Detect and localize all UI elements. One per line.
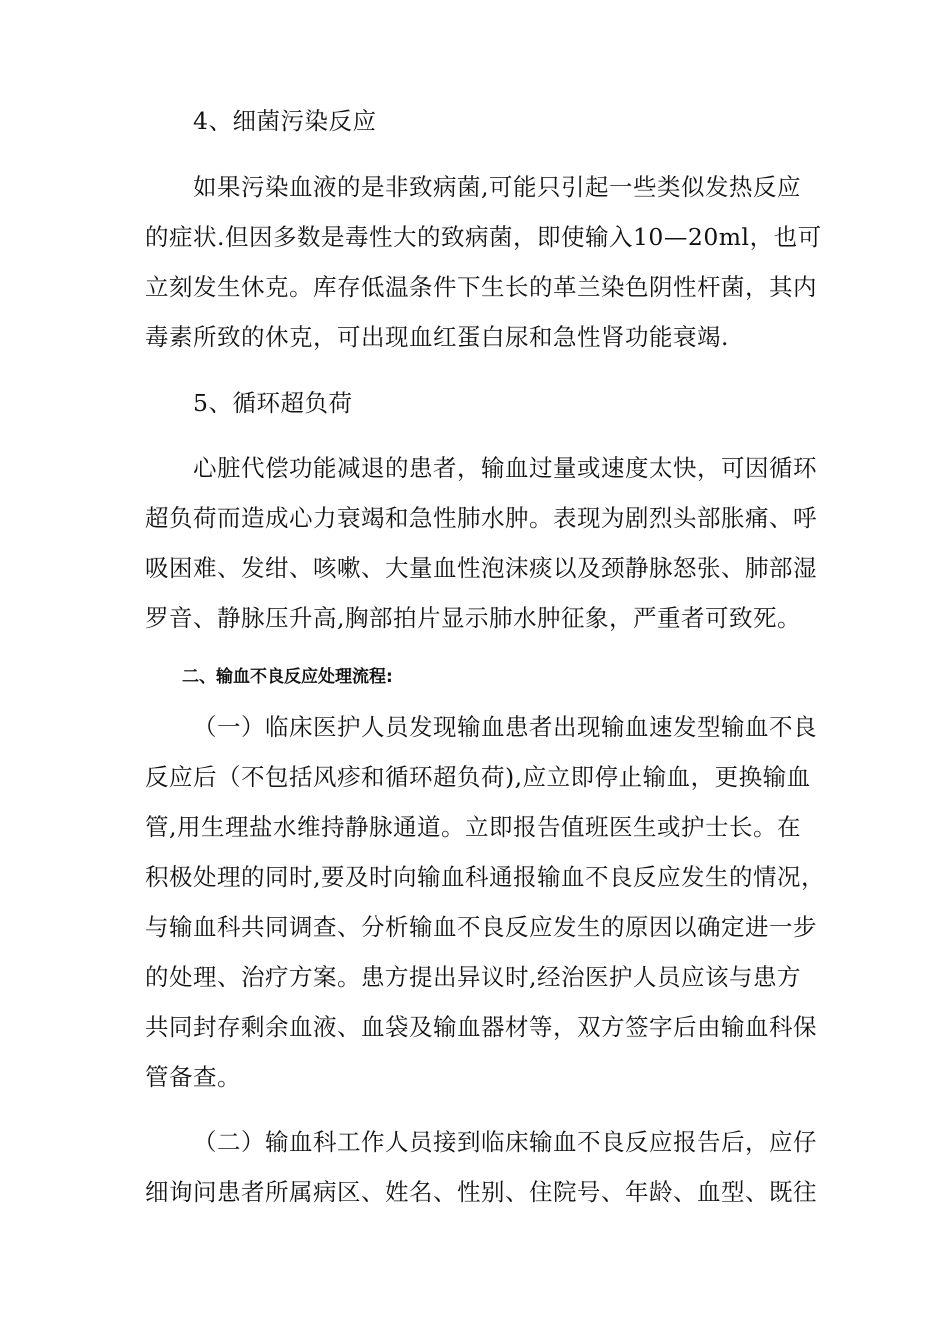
item-2-paragraph-line: 细询问患者所属病区、姓名、性别、住院号、年龄、血型、既往 <box>145 1178 817 1206</box>
item-1-paragraph-line: 积极处理的同时,要及时向输血科通报输血不良反应发生的情况， <box>145 863 825 891</box>
item-1-paragraph-line: 与输血科共同调查、分析输血不良反应发生的原因以确定进一步 <box>145 913 817 941</box>
item-1-paragraph-line: 管备查。 <box>145 1063 241 1091</box>
item-1-paragraph-line: 共同封存剩余血液、血袋及输血器材等，双方签字后由输血科保 <box>145 1013 817 1041</box>
item-1-paragraph-line: 反应后（不包括风疹和循环超负荷),应立即停止输血，更换输血 <box>145 763 811 791</box>
part-2-heading: 二、输血不良反应处理流程: <box>182 667 393 687</box>
item-1-paragraph-line: 的处理、治疗方案。患方提出异议时,经治医护人员应该与患方 <box>145 963 801 991</box>
section-4-paragraph-line: 立刻发生休克。库存低温条件下生长的革兰染色阴性杆菌，其内 <box>145 273 817 301</box>
section-5-paragraph-line: 吸困难、发绀、咳嗽、大量血性泡沫痰以及颈静脉怒张、肺部湿 <box>145 554 817 582</box>
section-4-paragraph-line: 毒素所致的休克，可出现血红蛋白尿和急性肾功能衰竭. <box>145 323 729 351</box>
section-5-paragraph-line: 超负荷而造成心力衰竭和急性肺水肿。表现为剧烈头部胀痛、呼 <box>145 504 817 532</box>
section-4-paragraph-line: 的症状.但因多数是毒性大的致病菌，即使输入10—20ml，也可 <box>145 223 822 251</box>
section-4-paragraph-line: 如果污染血液的是非致病菌,可能只引起一些类似发热反应 <box>193 173 801 201</box>
section-4-heading: 4、细菌污染反应 <box>193 107 377 135</box>
item-1-paragraph-line: （一）临床医护人员发现输血患者出现输血速发型输血不良 <box>193 713 817 741</box>
section-5-paragraph-line: 罗音、静脉压升高,胸部拍片显示肺水肿征象，严重者可致死。 <box>145 604 801 632</box>
item-1-paragraph-line: 管,用生理盐水维持静脉通道。立即报告值班医生或护士长。在 <box>145 813 801 841</box>
section-5-heading: 5、循环超负荷 <box>193 389 353 417</box>
section-5-paragraph-line: 心脏代偿功能减退的患者，输血过量或速度太快，可因循环 <box>193 454 817 482</box>
item-2-paragraph-line: （二）输血科工作人员接到临床输血不良反应报告后，应仔 <box>193 1128 817 1156</box>
